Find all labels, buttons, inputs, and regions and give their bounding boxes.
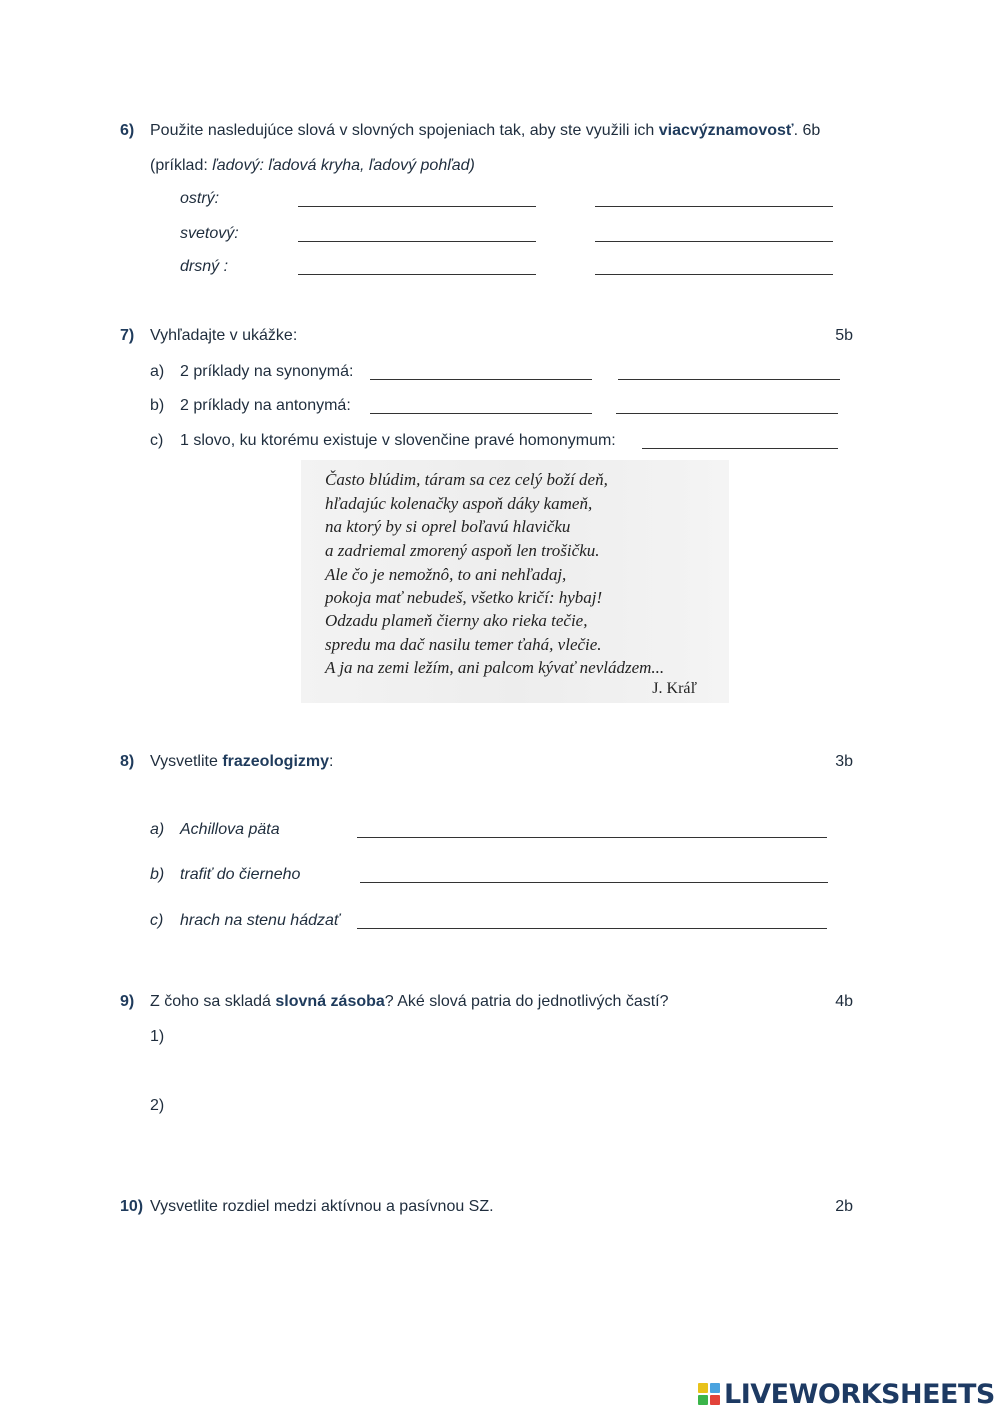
- q6-text-before: Použite nasledujúce slová v slovných spojeniach tak, aby ste využili ich: [150, 122, 659, 139]
- q6-answer-line-1b[interactable]: [595, 206, 833, 207]
- logo-square: [710, 1395, 720, 1405]
- q10-prompt: Vysvetlite rozdiel medzi aktívnou a pasívnou SZ.: [150, 1198, 494, 1215]
- q9-item-2: 2): [150, 1097, 165, 1114]
- q8-item-b-letter: b): [150, 866, 165, 883]
- poem-line: A ja na zemi ležím, ani palcom kývať nevládzem...: [325, 658, 665, 677]
- q7-answer-line-c[interactable]: [642, 448, 838, 449]
- q6-word-3: drsný :: [180, 258, 229, 275]
- q7-prompt: Vyhľadajte v ukážke:: [150, 327, 298, 344]
- q8-answer-line-a[interactable]: [357, 837, 827, 838]
- poem-line: pokoja mať nebudeš, všetko kričí: hybaj!: [325, 588, 603, 607]
- q6-word-2: svetový:: [180, 225, 239, 242]
- q7-answer-line-a2[interactable]: [618, 379, 840, 380]
- liveworksheets-logo: [698, 1378, 995, 1410]
- q7-answer-line-b1[interactable]: [370, 413, 592, 414]
- q8-text-bold: frazeologizmy: [222, 753, 330, 770]
- q7-item-b-text: 2 príklady na antonymá:: [180, 397, 351, 414]
- q8-prompt: [150, 753, 333, 771]
- q6-prompt: [150, 122, 820, 140]
- q9-prompt: [150, 993, 669, 1011]
- q6-answer-line-1a[interactable]: [298, 206, 536, 207]
- logo-text: LIVEWORKSHEETS: [724, 1378, 995, 1410]
- q8-text-after: :: [329, 753, 334, 770]
- q8-item-a-text: Achillova päta: [180, 821, 280, 838]
- logo-square: [698, 1395, 708, 1405]
- q6-example-italic: ľadový: ľadová kryha, ľadový pohľad): [212, 157, 475, 174]
- q7-answer-line-a1[interactable]: [370, 379, 592, 380]
- poem-line: Ale čo je nemožnô, to ani nehľadaj,: [325, 565, 567, 584]
- q6-answer-line-3a[interactable]: [298, 274, 536, 275]
- q7-item-a-text: 2 príklady na synonymá:: [180, 363, 354, 380]
- q9-number: 9): [120, 993, 135, 1010]
- logo-square: [710, 1383, 720, 1393]
- q7-item-a-letter: a): [150, 363, 165, 380]
- poem-excerpt: [301, 460, 729, 703]
- q8-number: 8): [120, 753, 135, 770]
- q6-text-bold: viacvýznamovosť: [658, 122, 794, 139]
- poem-line: Odzadu plameň čierny ako rieka tečie,: [325, 611, 588, 630]
- q6-answer-line-2a[interactable]: [298, 241, 536, 242]
- q8-points: 3b: [835, 753, 853, 770]
- q6-example: [150, 157, 475, 175]
- q6-example-prefix: (príklad:: [150, 157, 213, 174]
- q9-points: 4b: [835, 993, 853, 1010]
- q8-answer-line-c[interactable]: [357, 928, 827, 929]
- q6-points: 6b: [802, 122, 821, 139]
- q8-item-a-letter: a): [150, 821, 165, 838]
- poem-author: J. Kráľ: [652, 680, 697, 697]
- q7-answer-line-b2[interactable]: [616, 413, 838, 414]
- q6-word-1: ostrý:: [180, 190, 220, 207]
- q8-answer-line-b[interactable]: [360, 882, 828, 883]
- q8-item-b-text: trafiť do čierneho: [180, 866, 301, 883]
- logo-squares-icon: [698, 1383, 720, 1405]
- q7-item-b-letter: b): [150, 397, 165, 414]
- q9-text-after: ? Aké slová patria do jednotlivých častí?: [384, 993, 669, 1010]
- q6-answer-line-2b[interactable]: [595, 241, 833, 242]
- poem-line: spredu ma dač nasilu temer ťahá, vlečie.: [325, 635, 602, 654]
- q6-number: 6): [120, 122, 135, 139]
- q7-item-c-text: 1 slovo, ku ktorému existuje v slovenčine pravé homonymum:: [180, 432, 616, 449]
- poem-line: Často blúdim, táram sa cez celý boží deň,: [325, 470, 608, 489]
- q9-text-bold: slovná zásoba: [275, 993, 385, 1010]
- q8-item-c-text: hrach na stenu hádzať: [180, 912, 340, 929]
- q9-item-1: 1): [150, 1028, 165, 1045]
- q6-text-after: .: [793, 122, 799, 139]
- poem-line: na ktorý by si oprel boľavú hlavičku: [325, 517, 571, 536]
- q8-item-c-letter: c): [150, 912, 164, 929]
- q7-points: 5b: [835, 327, 853, 344]
- q7-item-c-letter: c): [150, 432, 164, 449]
- q10-number: 10): [120, 1198, 144, 1215]
- poem-line: hľadajúc kolenačky aspoň dáky kameň,: [325, 494, 593, 513]
- poem-line: a zadriemal zmorený aspoň len trošičku.: [325, 541, 600, 560]
- q6-answer-line-3b[interactable]: [595, 274, 833, 275]
- q8-text-before: Vysvetlite: [150, 753, 223, 770]
- q9-text-before: Z čoho sa skladá: [150, 993, 276, 1010]
- q10-points: 2b: [835, 1198, 853, 1215]
- q7-number: 7): [120, 327, 135, 344]
- logo-square: [698, 1383, 708, 1393]
